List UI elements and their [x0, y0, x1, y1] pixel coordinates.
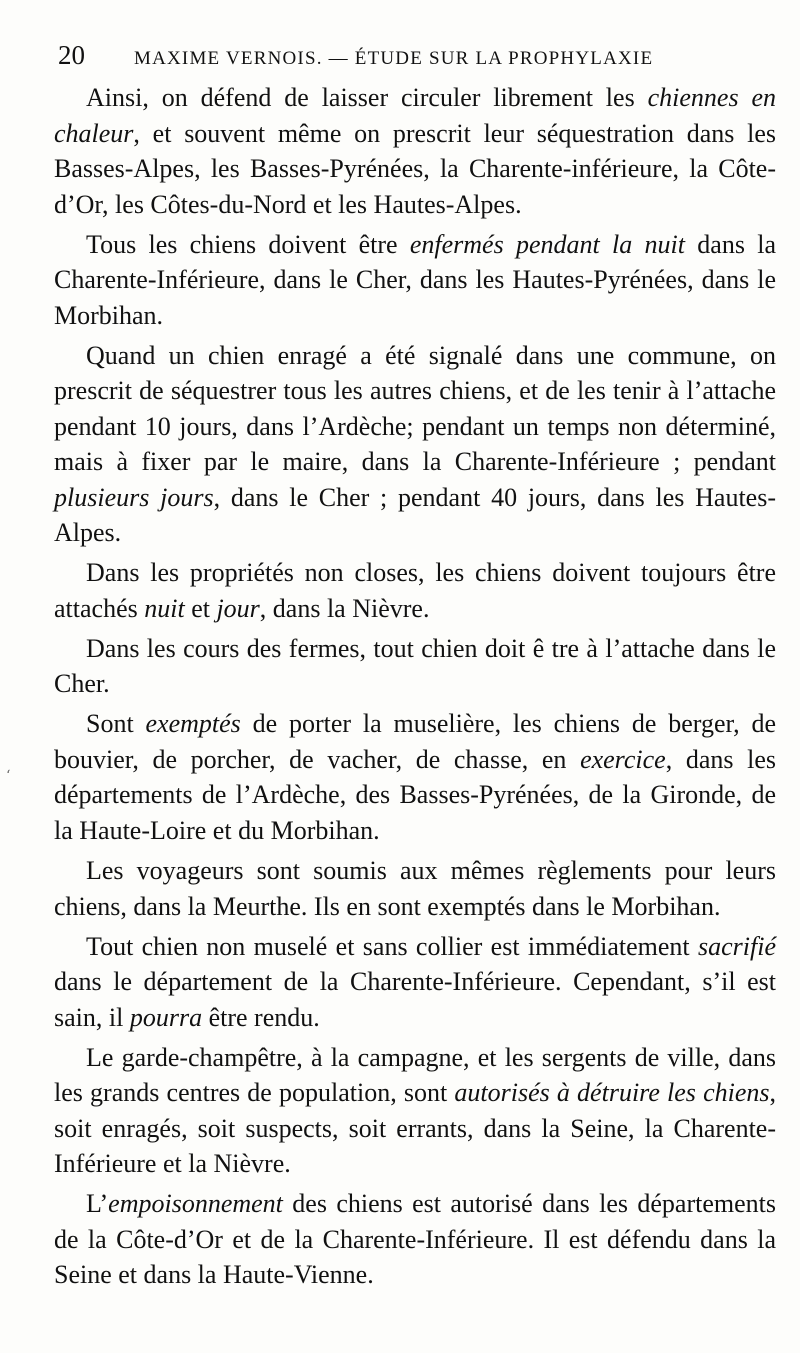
emphasis-text: pourra	[129, 1002, 203, 1032]
paragraph-text: Les voyageurs sont soumis aux mêmes règlements pour leurs chiens, dans la Meurthe. Ils en sont exemptés dans le Morbihan.	[54, 856, 776, 921]
emphasis-text: nuit	[144, 593, 185, 623]
emphasis-text: chiennes en chaleur	[54, 83, 776, 148]
paragraph	[54, 706, 776, 848]
paragraph-text: des chiens est autorisé dans les départements de la Côte-d’Or et de la Charente-Inférieure. Il est défendu dans la Seine et dans la Haute-Vienne.	[54, 1189, 776, 1290]
paragraph	[54, 853, 776, 924]
paragraph-text: Tous les chiens doivent être	[86, 229, 410, 259]
paragraph-text: Dans les cours des fermes, tout chien doit ê tre à l’attache dans le Cher.	[54, 633, 776, 699]
paragraph-text: et	[184, 593, 217, 623]
body-text	[54, 80, 776, 1293]
paragraph-text: Sont	[86, 709, 146, 739]
paragraph-text: être rendu.	[202, 1002, 320, 1032]
emphasis-text: autorisés à détruire les chiens	[454, 1078, 770, 1108]
emphasis-text: plusieurs jours	[54, 482, 214, 512]
paragraph-text: , et souvent même on prescrit leur séquestration dans les Basses-Alpes, les Basses-Pyrénées, la Charente-inférieure, la Côte-d’Or, les Côtes-du-Nord et les Hautes-Alpes.	[54, 118, 776, 219]
emphasis-text: exemptés	[145, 709, 241, 739]
paragraph	[54, 1186, 776, 1293]
paragraph	[54, 929, 776, 1036]
emphasis-text: empoisonnement	[108, 1189, 283, 1219]
paragraph-text: dans la Charente-Inférieure, dans le Cher, dans les Hautes-Pyrénées, dans le Morbihan.	[54, 229, 777, 330]
emphasis-text: enfermés pendant la nuit	[409, 229, 686, 259]
margin-mark: ‘	[6, 768, 11, 784]
paragraph	[54, 1040, 776, 1182]
paragraph	[54, 555, 776, 626]
paragraph-text: , dans les départements de l’Ardèche, des Basses-Pyrénées, de la Gironde, de la Haute-Loire et du Morbihan.	[54, 744, 776, 845]
emphasis-text: sacrifié	[698, 931, 776, 961]
page-number: 20	[58, 40, 85, 70]
page-header	[58, 40, 772, 72]
paragraph-text: de porter la muselière, les chiens de berger, de bouvier, de porcher, de vacher, de chasse, en	[54, 709, 776, 774]
paragraph-text: dans le département de la Charente-Inférieure. Cependant, s’il est sain, il	[54, 967, 776, 1032]
paragraph-text: L’	[86, 1189, 109, 1219]
paragraph-text: Tout chien non muselé et sans collier est immédiatement	[86, 931, 698, 961]
paragraph-text: Le garde-champêtre, à la campagne, et les sergents de ville, dans les grands centres de population, sont	[54, 1042, 776, 1108]
paragraph-text: , dans la Nièvre.	[259, 593, 430, 623]
paragraph	[54, 227, 776, 334]
paragraph-text: Ainsi, on défend de laisser circuler librement les	[86, 83, 648, 112]
paragraph-text: Dans les propriétés non closes, les chiens doivent toujours être attachés	[54, 558, 776, 623]
paragraph	[54, 631, 776, 702]
paragraph	[54, 80, 776, 222]
paragraph-text: , soit enragés, soit suspects, soit errants, dans la Seine, la Charente-Inférieure et la Nièvre.	[54, 1078, 776, 1179]
emphasis-text: jour	[216, 593, 260, 623]
running-head: MAXIME VERNOIS. — ÉTUDE SUR LA PROPHYLAXIE	[134, 48, 654, 69]
emphasis-text: exercice	[580, 744, 666, 774]
paragraph-text: , dans le Cher ; pendant 40 jours, dans les Hautes-Alpes.	[54, 482, 776, 548]
paragraph	[54, 338, 776, 551]
paragraph-text: Quand un chien enragé a été signalé dans une commune, on prescrit de séquestrer tous les autres chiens, et de les tenir à l’attache pendant 10 jours, dans l’Ardèche; pendant un temps non déterminé, mais à fixer par le maire, dans la Charente-Inférieure ; pendant	[54, 340, 776, 477]
